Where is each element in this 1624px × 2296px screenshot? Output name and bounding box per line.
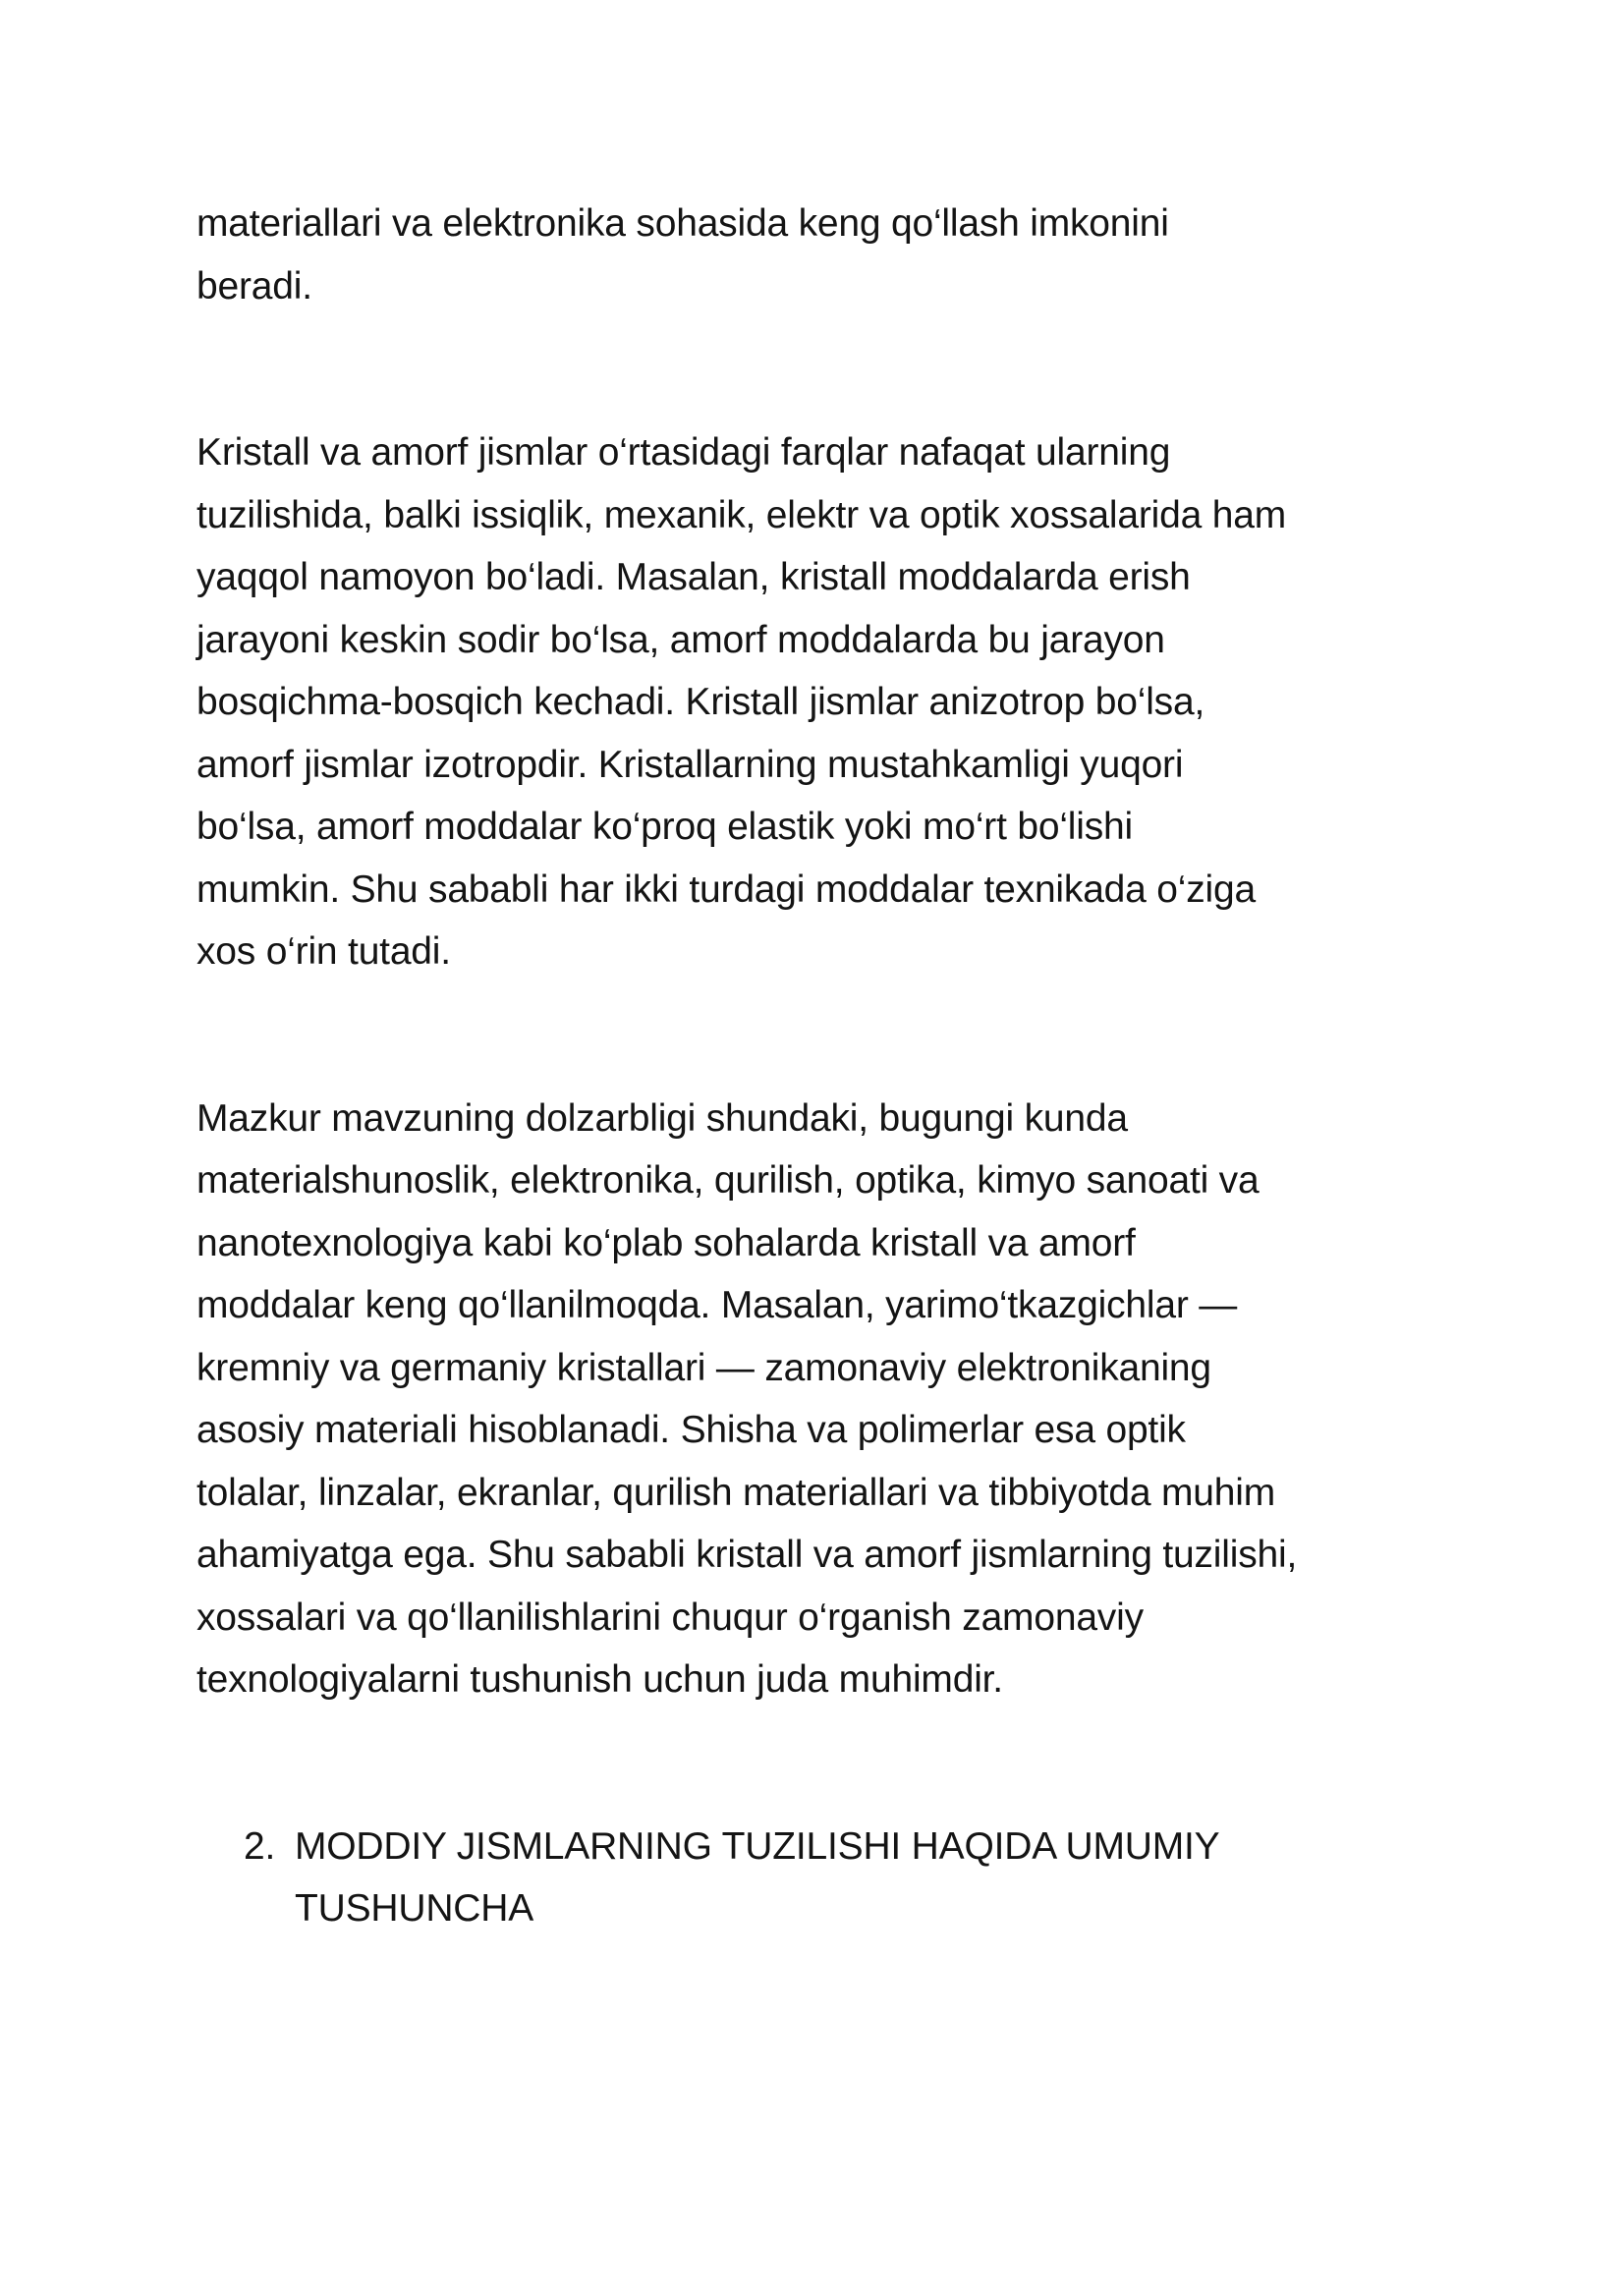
paragraph-relevance: Mazkur mavzuning dolzarbligi shundaki, bugungi kunda materialshunoslik, elektronika, qurilish, optika, kimyo sanoati va nanotexnologiya kabi ko‘plab sohalarda kristall va amorf moddalar keng qo‘llanilmoqda. Masalan, yarimo‘tkazgichlar — kremniy va germaniy kristallari — zamonaviy elektronikaning asosiy materiali hisoblanadi. Shisha va polimerlar esa optik tolalar, linzalar, ekranlar, qurilish materiallari va tibbiyotda muhim ahamiyatga ega. Shu sababli kristall va amorf jismlarning tuzilishi, xossalari va qo‘llanilishlarini chuqur o‘rganish zamonaviy texnologiyalarni tushunish uchun juda muhimdir. [196, 1096, 1298, 1701]
section-title: MODDIY JISMLARNING TUZILISHI HAQIDA UMUMIY TUSHUNCHA [295, 1824, 1220, 1930]
document-page [196, 193, 1454, 1940]
paragraph-differences: Kristall va amorf jismlar o‘rtasidagi farqlar nafaqat ularning tuzilishida, balki issiqlik, mexanik, elektr va optik xossalarida ham yaqqol namoyon bo‘ladi. Masalan, kristall moddalarda erish jarayoni keskin sodir bo‘lsa, amorf moddalarda bu jarayon bosqichma-bosqich kechadi. Kristall jismlar anizotrop bo‘lsa, amorf jismlar izotropdir. Kristallarning mustahkamligi yuqori bo‘lsa, amorf moddalar ko‘proq elastik yoki mo‘rt bo‘lishi mumkin. Shu sababli har ikki turdagi moddalar texnikada o‘ziga xos o‘rin tutadi. [196, 431, 1286, 973]
section-number: 2. [244, 1824, 276, 1868]
paragraph-continuation: materiallari va elektronika sohasida keng qo‘llash imkonini beradi. [196, 202, 1169, 308]
section-heading [196, 1816, 1454, 1940]
